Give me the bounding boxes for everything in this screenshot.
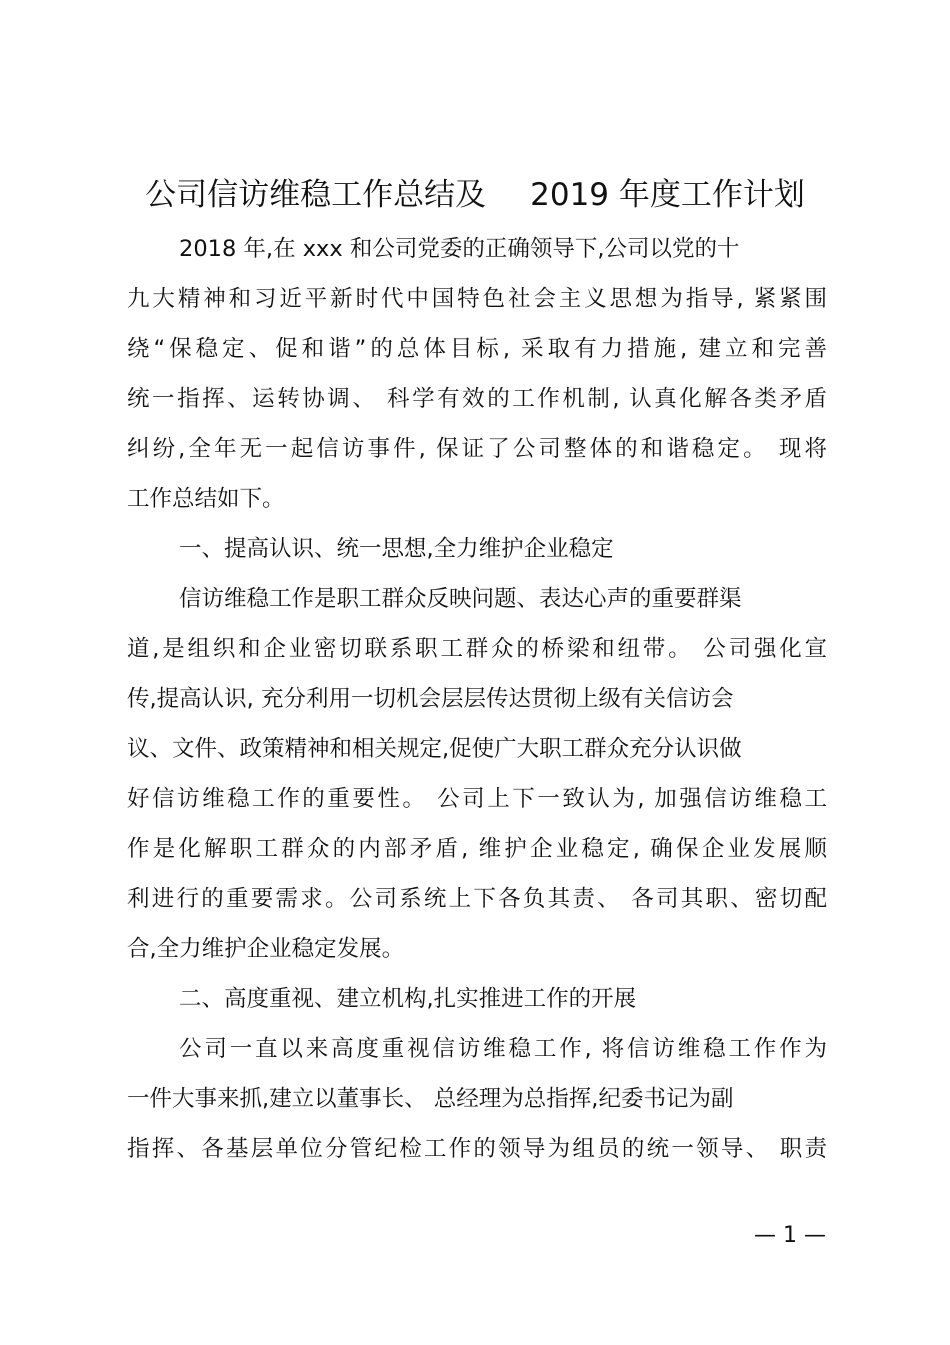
text-line: 指挥、各基层单位分管纪检工作的领导为组员的统一领导、 职责 [127,1136,827,1162]
text-line: 好信访维稳工作的重要性。 公司上下一致认为, 加强信访维稳工 [127,786,827,812]
text-line: 传,提高认识, 充分利用一切机会层层传达贯彻上级有关信访会 [127,686,734,712]
text-line: 九大精神和习近平新时代中国特色社会主义思想为指导, 紧紧围 [127,286,827,312]
text-line: 一、提高认识、统一思想,全力维护企业稳定 [179,536,614,562]
title-part-2: 2019 年度工作计划 [530,177,805,213]
text-line: 绕“保稳定、促和谐”的总体目标, 采取有力措施, 建立和完善 [127,336,827,362]
text-line: 一件大事来抓,建立以董事长、 总经理为总指挥,纪委书记为副 [127,1086,734,1112]
text-line: 二、高度重视、建立机构,扎实推进工作的开展 [179,986,637,1012]
text-line: 利进行的重要需求。公司系统上下各负其责、 各司其职、密切配 [127,886,827,912]
page-number: — 1 — [754,1223,826,1248]
text-line: 议、文件、政策精神和相关规定,促使广大职工群众充分认识做 [127,736,742,762]
document-body [127,224,827,1174]
text-line: 作是化解职工群众的内部矛盾, 维护企业稳定, 确保企业发展顺 [127,836,827,862]
text-line: 信访维稳工作是职工群众反映问题、表达心声的重要群渠 [179,586,742,612]
text-line: 2018 年,在 xxx 和公司党委的正确领导下,公司以党的十 [179,236,740,262]
document-title [0,170,950,220]
text-line: 统一指挥、运转协调、 科学有效的工作机制, 认真化解各类矛盾 [127,386,827,412]
text-line: 工作总结如下。 [127,486,285,512]
text-line: 纠纷,全年无一起信访事件, 保证了公司整体的和谐稳定。 现将 [127,436,827,462]
text-line: 道,是组织和企业密切联系职工群众的桥梁和纽带。 公司强化宣 [127,636,827,662]
title-part-1: 公司信访维稳工作总结及 [145,177,487,213]
text-line: 公司一直以来高度重视信访维稳工作, 将信访维稳工作作为 [179,1036,827,1062]
text-line: 合,全力维护企业稳定发展。 [127,936,405,962]
